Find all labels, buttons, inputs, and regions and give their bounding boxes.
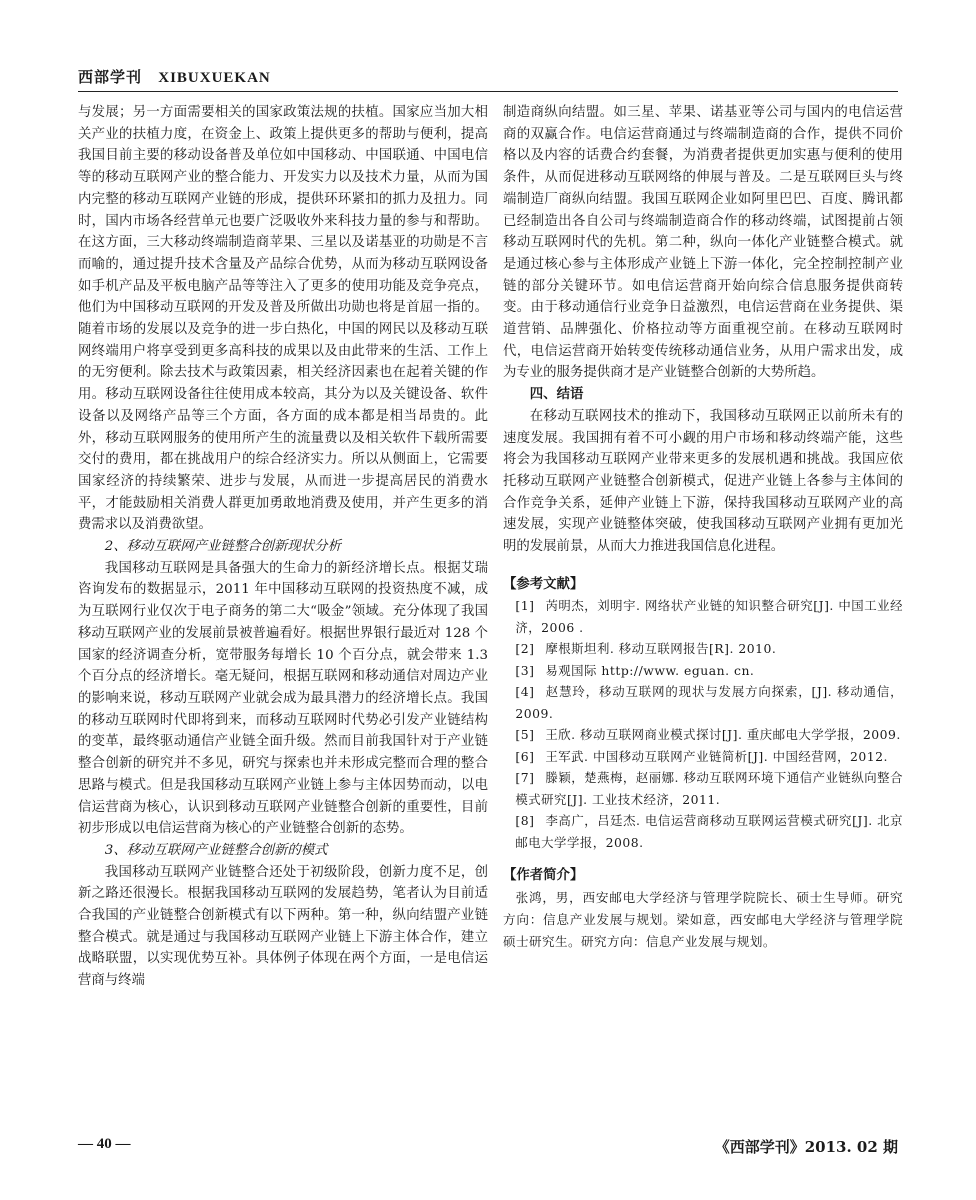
paragraph: 我国移动互联网产业链整合还处于初级阶段，创新力度不足，创新之路还很漫长。根据我国移动互联网的发展趋势，笔者认为目前适合我国的产业链整合创新模式有以下两种。第一种，纵向结盟产业链整合模式。就是通过与我国移动互联网产业链上下游主体合作，建立战略联盟，以实现优势互补。具体例子体现在两个方面，一是电信运营商与终端 (78, 864, 488, 989)
paragraph: 在移动互联网技术的推动下，我国移动互联网正以前所未有的速度发展。我国拥有着不可小觑的用户市场和移动终端产能，这些将会为我国移动互联网产业带来更多的发展机遇和挑战。我国应依托移动互联网产业链整合创新模式，促进产业链上各参与主体间的合作竞争关系，延伸产业链上下游，保持我国移动互联网产业的高速发展，实现产业链整体突破，使我国移动互联网产业拥有更加光明的发展前景，从而大力推进我国信息化进程。 (503, 408, 903, 555)
reference-item (503, 767, 903, 810)
reference-number: [3] (515, 662, 535, 678)
page-number: — 40 — (78, 1136, 131, 1152)
paragraph: 制造商纵向结盟。如三星、苹果、诺基亚等公司与国内的电信运营商的双赢合作。电信运营商通过与终端制造商的合作，提供不同价格以及内容的话费合约套餐，为消费者提供更加实惠与便利的使用条件，从而促进移动互联网络的伸展与普及。二是互联网巨头与终端制造厂商纵向结盟。我国互联网企业如阿里巴巴、百度、腾讯都已经制造出各自公司与终端制造商合作的移动终端，试图提前占领移动互联网时代的先机。第二种，纵向一体化产业链整合模式。就是通过核心参与主体形成产业链上下游一体化，完全控制控制产业链的部分关键环节。如电信运营商开始向综合信息服务提供商转变。由于移动通信行业竞争日益激烈，电信运营商在业务提供、渠道营销、品牌强化、价格拉动等方面重视空前。在移动互联网时代，电信运营商开始转变传统移动通信业务，从用户需求出发，成为专业的服务提供商才是产业链整合创新的大势所趋。 (503, 105, 903, 381)
reference-item (503, 660, 903, 682)
reference-text: 王军武. 中国移动互联网产业链简析[J]. 中国经营网，2012. (545, 748, 888, 764)
reference-text: 王欣. 移动互联网商业模式探讨[J]. 重庆邮电大学学报，2009. (545, 727, 901, 743)
paragraph: 我国移动互联网是具备强大的生命力的新经济增长点。根据艾瑞咨询发布的数据显示，2011 年中国移动互联网的投资热度不减，成为互联网行业仅次于电子商务的第二大“吸金”领域。充分体现了我国移动互联网产业的发展前景被普遍看好。根据世界银行最近对 128 个国家的经济调查分析，宽带服务每增长 10 个百分点，就会带来 1.3 个百分点的经济增长。毫无疑问，根据互联网和移动通信对周边产业的影响来说，移动互联网产业就会成为最具潜力的经济增长点。我国的移动互联网时代即将到来，而移动互联网时代势必引发产业链结构的变革，最终驱动通信产业链全面升级。然而目前我国针对于产业链整合创新的研究并不多见，研究与探索也并未形成完整而合理的整合思路与模式。但是我国移动互联网产业链上参与主体因势而动，以电信运营商为核心，认识到移动互联网产业链整合创新的重要性，目前初步形成以电信运营商为核心的产业链整合创新的态势。 (78, 560, 488, 837)
reference-number: [4] (515, 684, 535, 700)
reference-text: 摩根斯坦利. 移动互联网报告[R]. 2010. (545, 641, 777, 657)
right-column (503, 102, 903, 953)
reference-number: [7] (515, 770, 535, 786)
reference-text: 李高广，吕廷杰. 电信运营商移动互联网运营模式研究[J]. 北京邮电大学学报，2008. (515, 813, 903, 850)
reference-number: [6] (515, 748, 535, 764)
reference-text: 滕颖，楚燕梅，赵丽娜. 移动互联网环境下通信产业链纵向整合模式研究[J]. 工业技术经济，2011. (515, 770, 903, 807)
issue-footer: 《西部学刊》2013. 02 期 (714, 1138, 898, 1156)
left-column (78, 102, 488, 992)
journal-name: 西部学刊 (78, 68, 143, 86)
running-header (78, 66, 898, 92)
reference-item (503, 595, 903, 638)
reference-item (503, 746, 903, 768)
journal-name-latin: XIBUXUEKAN (158, 70, 271, 86)
reference-number: [1] (515, 598, 535, 614)
section-heading: 3、移动互联网产业链整合创新的模式 (104, 842, 328, 858)
paragraph: 与发展；另一方面需要相关的国家政策法规的扶植。国家应当加大相关产业的扶植力度，在资金上、政策上提供更多的帮助与便利，提高我国目前主要的移动设备普及单位如中国移动、中国联通、中国电信等的移动互联网产业的整合能力、开发实力以及技术力量，从而为国内完整的移动互联网产业链的形成，提供环环紧扣的抓力及扭力。同时，国内市场各经营单元也要广泛吸收外来科技力量的参与和帮助。在这方面，三大移动终端制造商苹果、三星以及诺基亚的功勋是不言而喻的，通过提升技术含量及产品综合优势，从而为移动互联网设备如手机产品及平板电脑产品等等注入了更多的使用功能及竞争亮点，他们为中国移动互联网的开发及普及所做出功勋也将是首屈一指的。随着市场的发展以及竞争的进一步白热化，中国的网民以及移动互联网终端用户将享受到更多高科技的成果以及由此带来的生活、工作上的无穷便利。除去技术与政策因素，相关经济因素也在起着关键的作用。移动互联网设备往往使用成本较高，其分为以及关键设备、软件设备以及网络产品等三个方面，各方面的成本都是相当昂贵的。此外，移动互联网服务的使用所产生的流量费以及相关软件下载所需要交付的费用，都在挑战用户的综合经济实力。所以从侧面上，它需要国家经济的持续繁荣、进步与发展，从而进一步提高居民的消费水平，才能鼓励相关消费人群更加勇敢地消费及使用，并产生更多的消费需求以及消费欲望。 (78, 105, 488, 533)
author-bio-title: 【作者简介】 (503, 867, 584, 884)
reference-text: 赵慧玲，移动互联网的现状与发展方向探索，[J]. 移动通信，2009. (515, 684, 903, 721)
reference-number: [2] (515, 641, 535, 657)
reference-text: 芮明杰，刘明宇. 网络状产业链的知识整合研究[J]. 中国工业经济，2006 . (515, 598, 903, 635)
reference-number: [8] (515, 813, 535, 829)
reference-item (503, 638, 903, 660)
reference-list (503, 595, 903, 853)
reference-number: [5] (515, 727, 535, 743)
author-bio-text: 张鸿，男，西安邮电大学经济与管理学院院长、硕士生导师。研究方向：信息产业发展与规划。梁如意，西安邮电大学经济与管理学院硕士研究生。研究方向：信息产业发展与规划。 (503, 890, 903, 949)
references-title: 【参考文献】 (503, 575, 584, 592)
reference-text: 易观国际 http://www. eguan. cn. (545, 662, 755, 678)
reference-item (503, 810, 903, 853)
section-heading: 四、结语 (529, 386, 584, 403)
reference-item (503, 681, 903, 724)
section-heading: 2、移动互联网产业链整合创新现状分析 (104, 539, 341, 555)
reference-item (503, 724, 903, 746)
